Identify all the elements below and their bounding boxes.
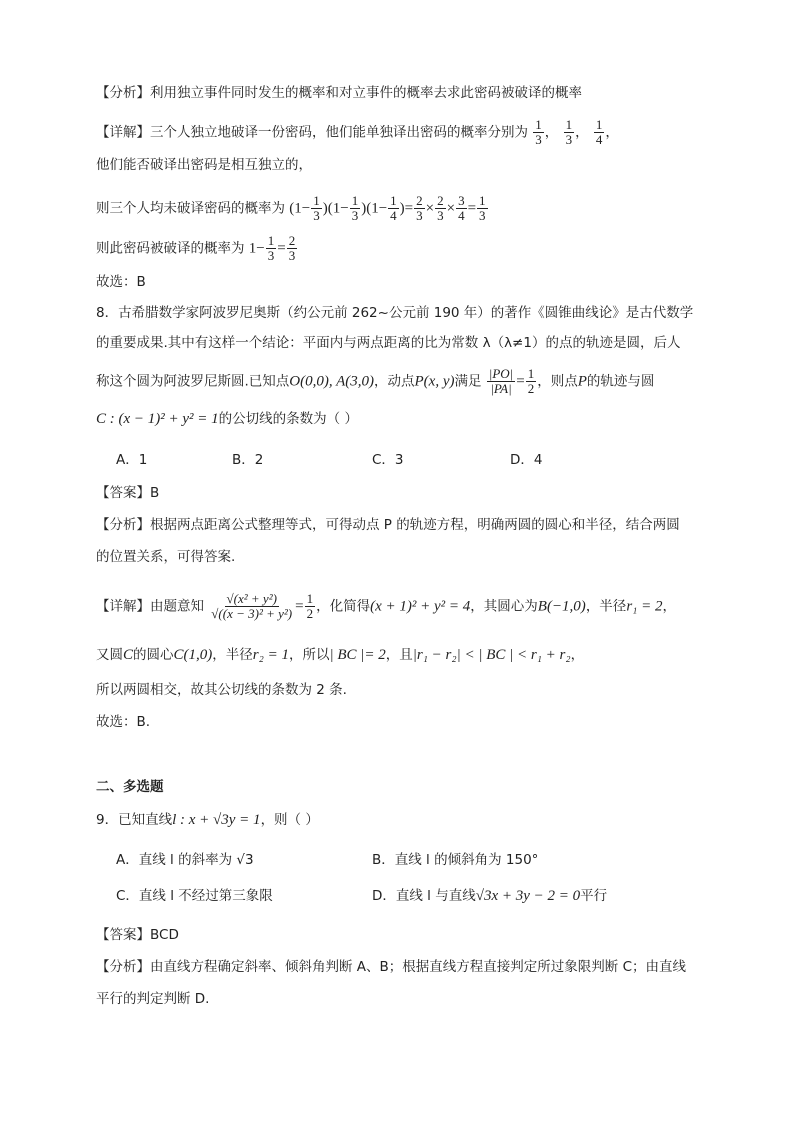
section-heading: 二、多选题 (96, 779, 164, 795)
stem-text: ，动点 (374, 373, 415, 390)
q8-option-d: D．4 (510, 452, 543, 468)
locus-equation: (x + 1)² + y² = 4 (370, 598, 471, 615)
q9-analysis-line1 (96, 957, 686, 977)
q9-option-c: C．直线 l 不经过第三象限 (116, 888, 273, 904)
stem-text: 满足 (454, 373, 482, 390)
detail-text: ，所以 (288, 647, 330, 663)
detail-text: ，化简得 (316, 598, 371, 615)
analysis-tag: 【分析】 (96, 517, 150, 533)
detail-text: ，半径 (585, 598, 627, 615)
p7-independence-line: 他们能否破译出密码是相互独立的， (96, 157, 312, 173)
q8-option-b: B．2 (232, 452, 264, 468)
detail-text: 由题意知 (150, 598, 204, 615)
analysis-text: 由直线方程确定斜率、倾斜角判断 A、B；根据直线方程直接判定所过象限判断 C；由直线 (150, 959, 687, 975)
stem-text: ，则（ ） (260, 812, 319, 828)
q8-stem-line3: 称这个圆为阿波罗尼斯圆.已知点O(0,0), A(3,0)，动点P(x, y)满足 $\frac{|PO|}{|PA|}$ = $\frac{1}{2}$ ，则点P的轨迹与圆 (96, 366, 655, 396)
q8-detail-line1: 【详解】由题意知 $\frac{\text{√(x² + y²)}}{\text{√((x − 3)² + y²)}}$ = $\frac{1}{2}$ ，化简得(x + 1)² + y² = 4，其圆心为B(−1,0)，半径r₁ = 2， (96, 591, 676, 621)
radius-r1: r₁ = 2 (626, 598, 663, 615)
detail-tag: 【详解】 (96, 598, 150, 615)
distance-ratio-fraction: $\frac{\text{√(x² + y²)}}{\text{√((x − 3)² + y²)}}$ (211, 591, 293, 621)
q9-answer-line (96, 925, 179, 945)
result-prefix: 则此密码被破译的概率为 (96, 240, 245, 257)
option-text: 平行 (580, 888, 608, 904)
line-equation: √3x + 3y − 2 = 0 (475, 888, 581, 904)
q8-detail-line2 (96, 645, 584, 665)
radius-r2: r₂ = 1 (252, 647, 289, 663)
stem-text: 称这个圆为阿波罗尼斯圆.已知点 (96, 373, 290, 390)
q8-option-c: C．3 (372, 452, 404, 468)
q8-stem-line2: 的重要成果.其中有这样一个结论：平面内与两点距离的比为常数 λ（λ≠1）的点的轨迹是圆，后人 (96, 335, 681, 351)
formula-prefix: 则三个人均未破译密码的概率为 (96, 200, 285, 217)
q9-option-b: B．直线 l 的倾斜角为 150° (372, 852, 539, 868)
analysis-tag: 【分析】 (96, 959, 150, 975)
circle-c-label: C (123, 647, 134, 663)
answer-value: BCD (150, 927, 179, 943)
detail-text: 又圆 (96, 647, 123, 663)
point-p-label: P (577, 373, 587, 390)
q8-answer-choice: 故选：B. (96, 714, 151, 730)
fraction-one-fourth: $\frac{1}{4}$ (595, 117, 603, 147)
analysis-text: 根据两点距离公式整理等式，可得动点 P 的轨迹方程，明确两圆的圆心和半径，结合两圆 (150, 517, 680, 533)
q9-option-d (372, 886, 607, 906)
detail-tag: 【详解】 (96, 124, 150, 141)
q9-analysis-line2: 平行的判定判断 D. (96, 991, 210, 1007)
q8-analysis-line2: 的位置关系，可得答案. (96, 549, 236, 565)
q8-stem-line1: 8．古希腊数学家阿波罗尼奥斯（约公元前 262~公元前 190 年）的著作《圆锥曲线论》是古代数学 (96, 305, 694, 321)
p7-analysis-line (96, 83, 582, 103)
analysis-text: 利用独立事件同时发生的概率和对立事件的概率去求此密码被破译的概率 (150, 85, 582, 101)
intersect-condition: |r₁ − r₂| < | BC | < r₁ + r₂ (412, 647, 571, 663)
answer-tag: 【答案】 (96, 927, 150, 943)
detail-text: ， (662, 598, 676, 615)
fraction-one-third: $\frac{1}{3}$ (565, 117, 573, 147)
circle-c-equation: C : (x − 1)² + y² = 1 (96, 411, 219, 427)
q8-option-a: A．1 (116, 452, 148, 468)
q8-stem-line4 (96, 409, 358, 429)
line-l-equation: l : x + √3y = 1 (172, 812, 261, 828)
distance-bc: | BC |= 2 (329, 647, 386, 663)
p7-answer-line: 故选：B (96, 274, 146, 290)
stem-text: 的公切线的条数为（ ） (218, 411, 358, 427)
center-b: B(−1,0) (537, 598, 586, 615)
stem-text: ，则点 (537, 373, 578, 390)
p7-formula-line: 则三个人均未破译密码的概率为 (1− $\frac{1}{3}$ )(1− $\frac{1}{3}$ )(1− $\frac{1}{4}$ )= $\frac{2}{3}$ × $\frac{2}{3}$ × $\frac{3}{4}$ = $\frac{1}{3}$ (96, 193, 486, 223)
answer-tag: 【答案】 (96, 485, 150, 501)
detail-text: ，且 (385, 647, 413, 663)
q8-detail-line3: 所以两圆相交，故其公切线的条数为 2 条. (96, 682, 347, 698)
detail-text: 三个人独立地破译一份密码，他们能单独译出密码的概率分别为 (150, 124, 528, 141)
ratio-po-pa: $\frac{|PO|}{|PA|}$ (488, 366, 514, 396)
q9-stem (96, 810, 319, 830)
p7-detail-line: 【详解】三个人独立地破译一份密码，他们能单独译出密码的概率分别为 $\frac{1}{3}$ ， $\frac{1}{3}$ ， $\frac{1}{4}$ ， (96, 117, 619, 147)
detail-text: ， (570, 647, 585, 663)
p7-result-line: 则此密码被破译的概率为 1− $\frac{1}{3}$ = $\frac{2}{3}$ (96, 233, 296, 263)
q8-answer-line (96, 483, 159, 503)
analysis-tag: 【分析】 (96, 85, 150, 101)
point-p: P(x, y) (414, 373, 455, 390)
option-text: D．直线 l 与直线 (372, 888, 476, 904)
detail-text: ，其圆心为 (470, 598, 538, 615)
points-o-a: O(0,0), A(3,0) (289, 373, 375, 390)
answer-value: B (150, 485, 160, 501)
fraction-one-third: $\frac{1}{3}$ (535, 117, 542, 147)
q8-analysis-line1 (96, 515, 680, 535)
stem-text: 9．已知直线 (96, 812, 173, 828)
detail-text: 的圆心 (133, 647, 174, 663)
q9-option-a: A．直线 l 的斜率为 √3 (116, 852, 254, 868)
stem-text: 的轨迹与圆 (586, 373, 655, 390)
center-c: C(1,0) (173, 647, 213, 663)
detail-text: ，半径 (212, 647, 253, 663)
